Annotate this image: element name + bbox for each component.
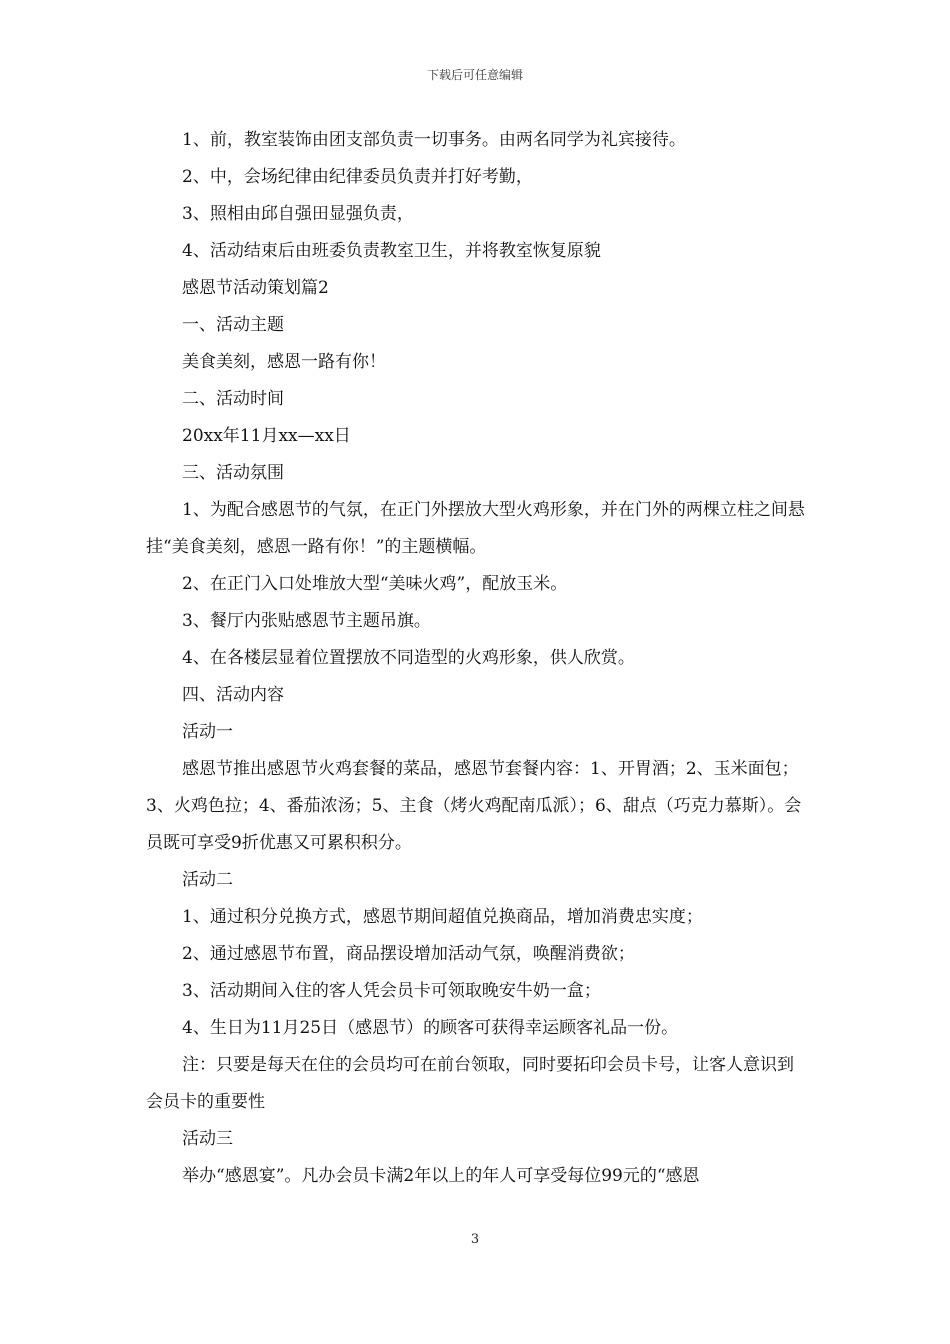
heading-activity-theme: 一、活动主题 [182, 315, 284, 335]
subheading-activity-2: 活动二 [182, 870, 233, 890]
subheading-activity-1: 活动一 [182, 722, 233, 742]
paragraph: 1、通过积分兑换方式，感恩节期间超值兑换商品，增加消费忠实度； [182, 907, 703, 927]
paragraph: 2、通过感恩节布置，商品摆设增加活动气氛，唤醒消费欲； [182, 944, 635, 964]
paragraph: 2、中，会场纪律由纪律委员负责并打好考勤， [182, 167, 533, 187]
paragraph: 2、在正门入口处堆放大型“美味火鸡”，配放玉米。 [182, 574, 568, 594]
heading-activity-atmosphere: 三、活动氛围 [182, 463, 284, 483]
paragraph: 1、前，教室装饰由团支部负责一切事务。由两名同学为礼宾接待。 [182, 130, 686, 150]
heading-activity-time: 二、活动时间 [182, 389, 284, 409]
page-header-note: 下载后可任意编辑 [426, 68, 523, 82]
paragraph: 3、活动期间入住的客人凭会员卡可领取晚安牛奶一盒； [182, 981, 601, 1001]
paragraph: 4、在各楼层显着位置摆放不同造型的火鸡形象，供人欣赏。 [182, 648, 635, 668]
document-body [146, 122, 806, 1195]
subheading-activity-3: 活动三 [182, 1129, 233, 1149]
page-number: 3 [470, 1232, 480, 1247]
note-paragraph: 注：只要是每天在住的会员均可在前台领取，同时要拓印会员卡号，让客人意识到会员卡的重要性 [146, 1055, 794, 1112]
paragraph: 20xx年11月xx—xx日 [182, 426, 351, 446]
paragraph: 举办“感恩宴”。凡办会员卡满2年以上的年人可享受每位99元的“感恩 [182, 1166, 700, 1186]
paragraph: 4、生日为11月25日（感恩节）的顾客可获得幸运顾客礼品一份。 [182, 1018, 679, 1038]
heading-activity-content: 四、活动内容 [182, 685, 284, 705]
paragraph: 3、照相由邱自强田显强负责， [182, 204, 414, 224]
paragraph: 美食美刻，感恩一路有你！ [182, 352, 386, 372]
paragraph: 4、活动结束后由班委负责教室卫生，并将教室恢复原貌 [182, 241, 601, 261]
paragraph: 1、为配合感恩节的气氛，在正门外摆放大型火鸡形象，并在门外的两棵立柱之间悬挂“美食美刻，感恩一路有你！”的主题横幅。 [146, 500, 805, 557]
paragraph: 3、餐厅内张贴感恩节主题吊旗。 [182, 611, 431, 631]
section-title: 感恩节活动策划篇2 [182, 278, 329, 298]
paragraph: 感恩节推出感恩节火鸡套餐的菜品，感恩节套餐内容：1、开胃酒；2、玉米面包；3、火鸡色拉；4、番茄浓汤；5、主食（烤火鸡配南瓜派）；6、甜点（巧克力慕斯）。会员既可享受9折优惠又可累积积分。 [146, 759, 802, 853]
